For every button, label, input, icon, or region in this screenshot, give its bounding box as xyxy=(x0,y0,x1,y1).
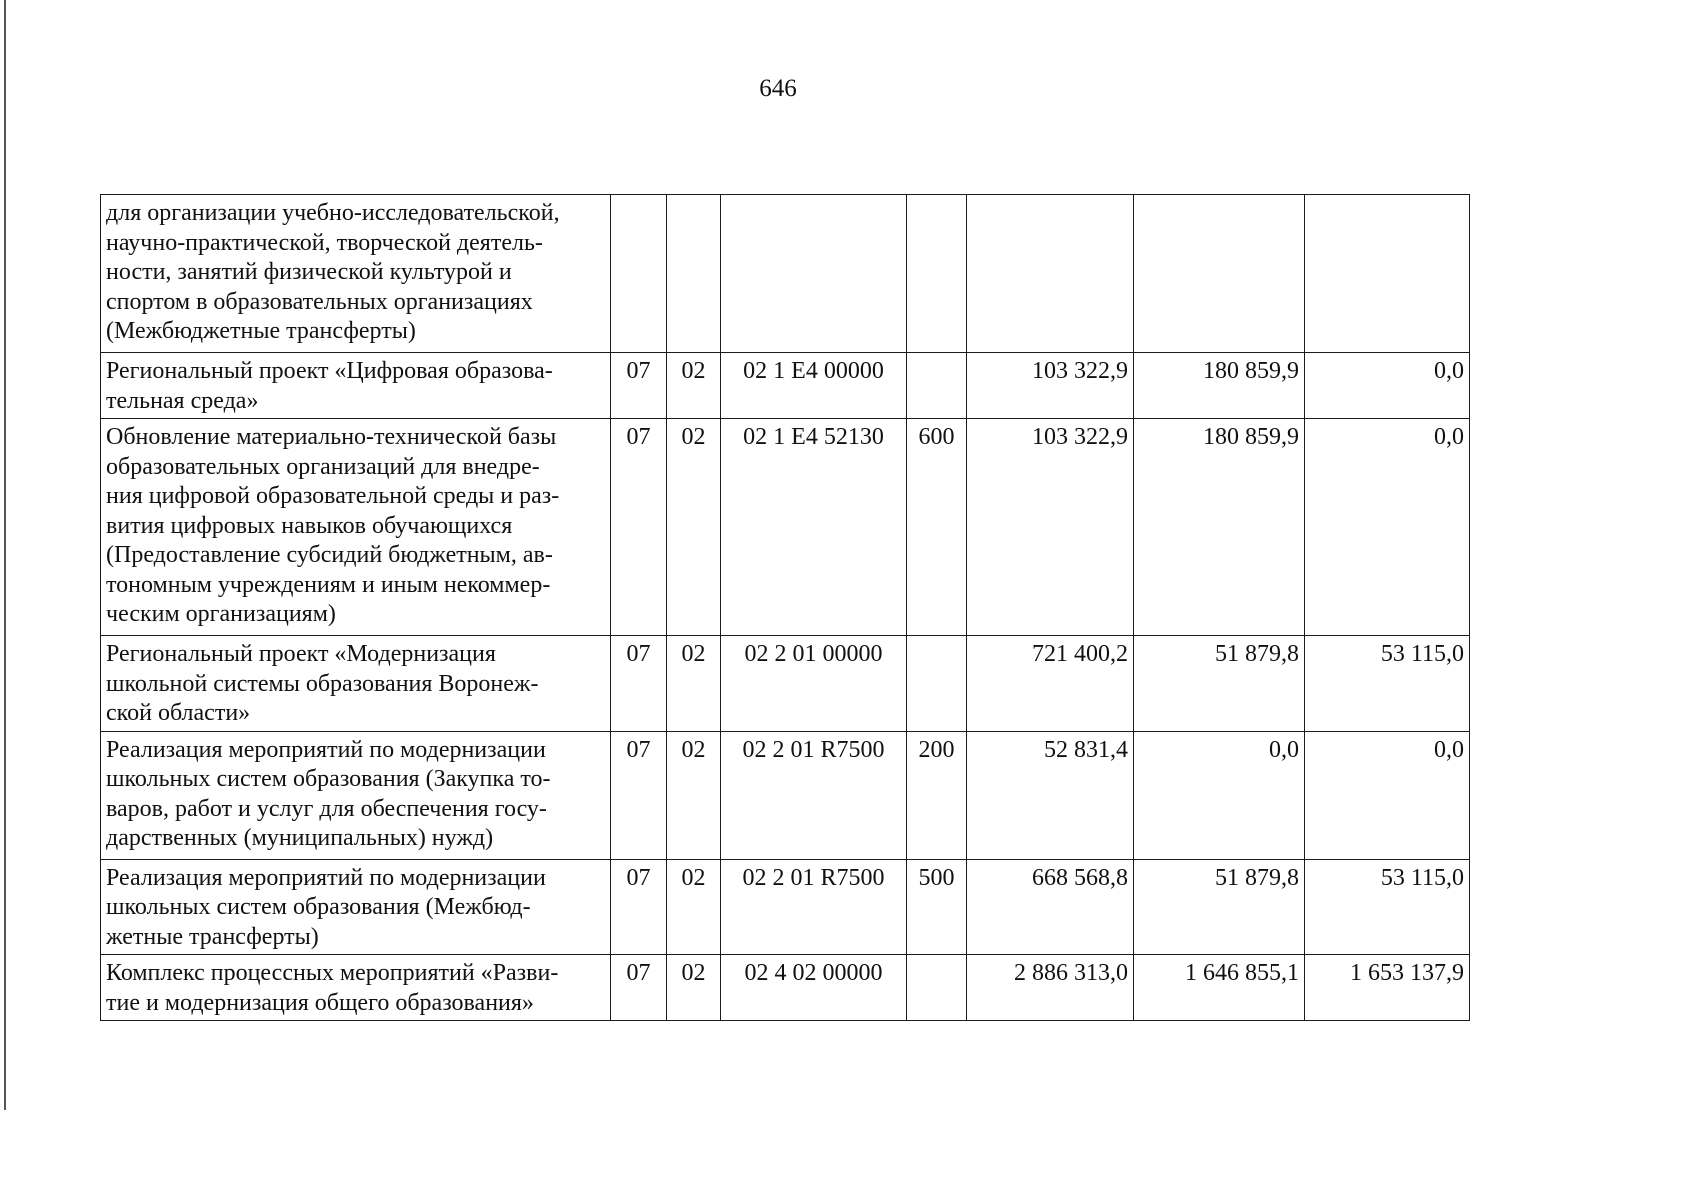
amount-cell-3: 53 115,0 xyxy=(1305,859,1470,955)
name-line: Реализация мероприятий по модернизации xyxy=(106,864,546,891)
name-line: школьных систем образования (Межбюд- xyxy=(106,894,531,920)
name-line: для организации учебно-исследовательской, xyxy=(106,200,560,226)
subsection-code-cell: 02 xyxy=(667,353,721,419)
amount-cell-3: 0,0 xyxy=(1305,731,1470,859)
target-article-cell: 02 4 02 00000 xyxy=(721,955,907,1021)
scan-edge-line xyxy=(4,0,6,1110)
target-article-cell: 02 1 E4 00000 xyxy=(721,353,907,419)
expense-type-cell xyxy=(907,353,967,419)
name-line: образовательных организаций для внедре- xyxy=(106,453,540,480)
name-cell xyxy=(101,636,611,732)
amount-cell-1: 721 400,2 xyxy=(967,636,1134,732)
name-line: спортом в образовательных организациях xyxy=(106,288,533,315)
budget-table xyxy=(100,194,1470,1021)
target-article-cell: 02 1 E4 52130 xyxy=(721,419,907,636)
subsection-code-cell: 02 xyxy=(667,419,721,636)
amount-cell-3: 1 653 137,9 xyxy=(1305,955,1470,1021)
name-line: дарственных (муниципальных) нужд) xyxy=(106,825,494,851)
section-code-cell: 07 xyxy=(611,636,667,732)
name-line: школьных систем образования (Закупка то- xyxy=(106,766,551,792)
name-line: Реализация мероприятий по модернизации xyxy=(106,736,546,763)
subsection-code-cell: 02 xyxy=(667,859,721,955)
name-line: тельная среда» xyxy=(106,387,259,414)
expense-type-cell xyxy=(907,636,967,732)
amount-cell-3 xyxy=(1305,195,1470,353)
name-cell xyxy=(101,195,611,353)
amount-cell-2: 51 879,8 xyxy=(1134,636,1305,732)
name-line: тономным учреждениям и иным некоммер- xyxy=(106,571,551,598)
expense-type-cell: 600 xyxy=(907,419,967,636)
target-article-cell: 02 2 01 R7500 xyxy=(721,731,907,859)
amount-cell-2: 1 646 855,1 xyxy=(1134,955,1305,1021)
table-row xyxy=(101,636,1470,732)
table-row xyxy=(101,955,1470,1021)
target-article-cell: 02 2 01 00000 xyxy=(721,636,907,732)
amount-cell-1 xyxy=(967,195,1134,353)
name-cell xyxy=(101,731,611,859)
subsection-code-cell: 02 xyxy=(667,636,721,732)
name-line: Региональный проект «Цифровая образова- xyxy=(106,358,553,384)
page-number: 646 xyxy=(759,75,797,102)
expense-type-cell: 500 xyxy=(907,859,967,955)
name-cell xyxy=(101,955,611,1021)
amount-cell-3: 0,0 xyxy=(1305,419,1470,636)
amount-cell-2 xyxy=(1134,195,1305,353)
name-line: Обновление материально-технической базы xyxy=(106,424,557,450)
name-line: (Межбюджетные трансферты) xyxy=(106,318,416,344)
amount-cell-2: 180 859,9 xyxy=(1134,419,1305,636)
name-line: (Предоставление субсидий бюджетным, ав- xyxy=(106,542,553,568)
name-line: научно-практической, творческой деятель- xyxy=(106,229,543,256)
subsection-code-cell: 02 xyxy=(667,731,721,859)
section-code-cell: 07 xyxy=(611,955,667,1021)
table-row xyxy=(101,731,1470,859)
name-line: жетные трансферты) xyxy=(106,923,319,950)
amount-cell-1: 52 831,4 xyxy=(967,731,1134,859)
section-code-cell: 07 xyxy=(611,731,667,859)
amount-cell-1: 103 322,9 xyxy=(967,419,1134,636)
name-line: тие и модернизация общего образования» xyxy=(106,989,534,1016)
amount-cell-1: 103 322,9 xyxy=(967,353,1134,419)
amount-cell-2: 180 859,9 xyxy=(1134,353,1305,419)
amount-cell-1: 668 568,8 xyxy=(967,859,1134,955)
expense-type-cell xyxy=(907,955,967,1021)
subsection-code-cell xyxy=(667,195,721,353)
name-cell xyxy=(101,419,611,636)
amount-cell-2: 0,0 xyxy=(1134,731,1305,859)
name-cell xyxy=(101,353,611,419)
name-cell xyxy=(101,859,611,955)
name-line: вития цифровых навыков обучающихся xyxy=(106,512,513,539)
target-article-cell: 02 2 01 R7500 xyxy=(721,859,907,955)
name-line: ности, занятий физической культурой и xyxy=(106,259,512,285)
section-code-cell: 07 xyxy=(611,353,667,419)
name-line: ческим организациям) xyxy=(106,601,336,627)
table-row xyxy=(101,859,1470,955)
table-row xyxy=(101,195,1470,353)
table-row xyxy=(101,353,1470,419)
amount-cell-2: 51 879,8 xyxy=(1134,859,1305,955)
section-code-cell xyxy=(611,195,667,353)
name-line: ской области» xyxy=(106,700,251,726)
amount-cell-1: 2 886 313,0 xyxy=(967,955,1134,1021)
target-article-cell xyxy=(721,195,907,353)
name-line: Региональный проект «Модернизация xyxy=(106,641,496,667)
amount-cell-3: 0,0 xyxy=(1305,353,1470,419)
section-code-cell: 07 xyxy=(611,419,667,636)
table-row xyxy=(101,419,1470,636)
name-line: варов, работ и услуг для обеспечения госу- xyxy=(106,795,547,822)
expense-type-cell: 200 xyxy=(907,731,967,859)
section-code-cell: 07 xyxy=(611,859,667,955)
name-line: ния цифровой образовательной среды и раз- xyxy=(106,483,560,509)
amount-cell-3: 53 115,0 xyxy=(1305,636,1470,732)
expense-type-cell xyxy=(907,195,967,353)
name-line: школьной системы образования Воронеж- xyxy=(106,670,539,697)
subsection-code-cell: 02 xyxy=(667,955,721,1021)
name-line: Комплекс процессных мероприятий «Разви- xyxy=(106,960,559,986)
